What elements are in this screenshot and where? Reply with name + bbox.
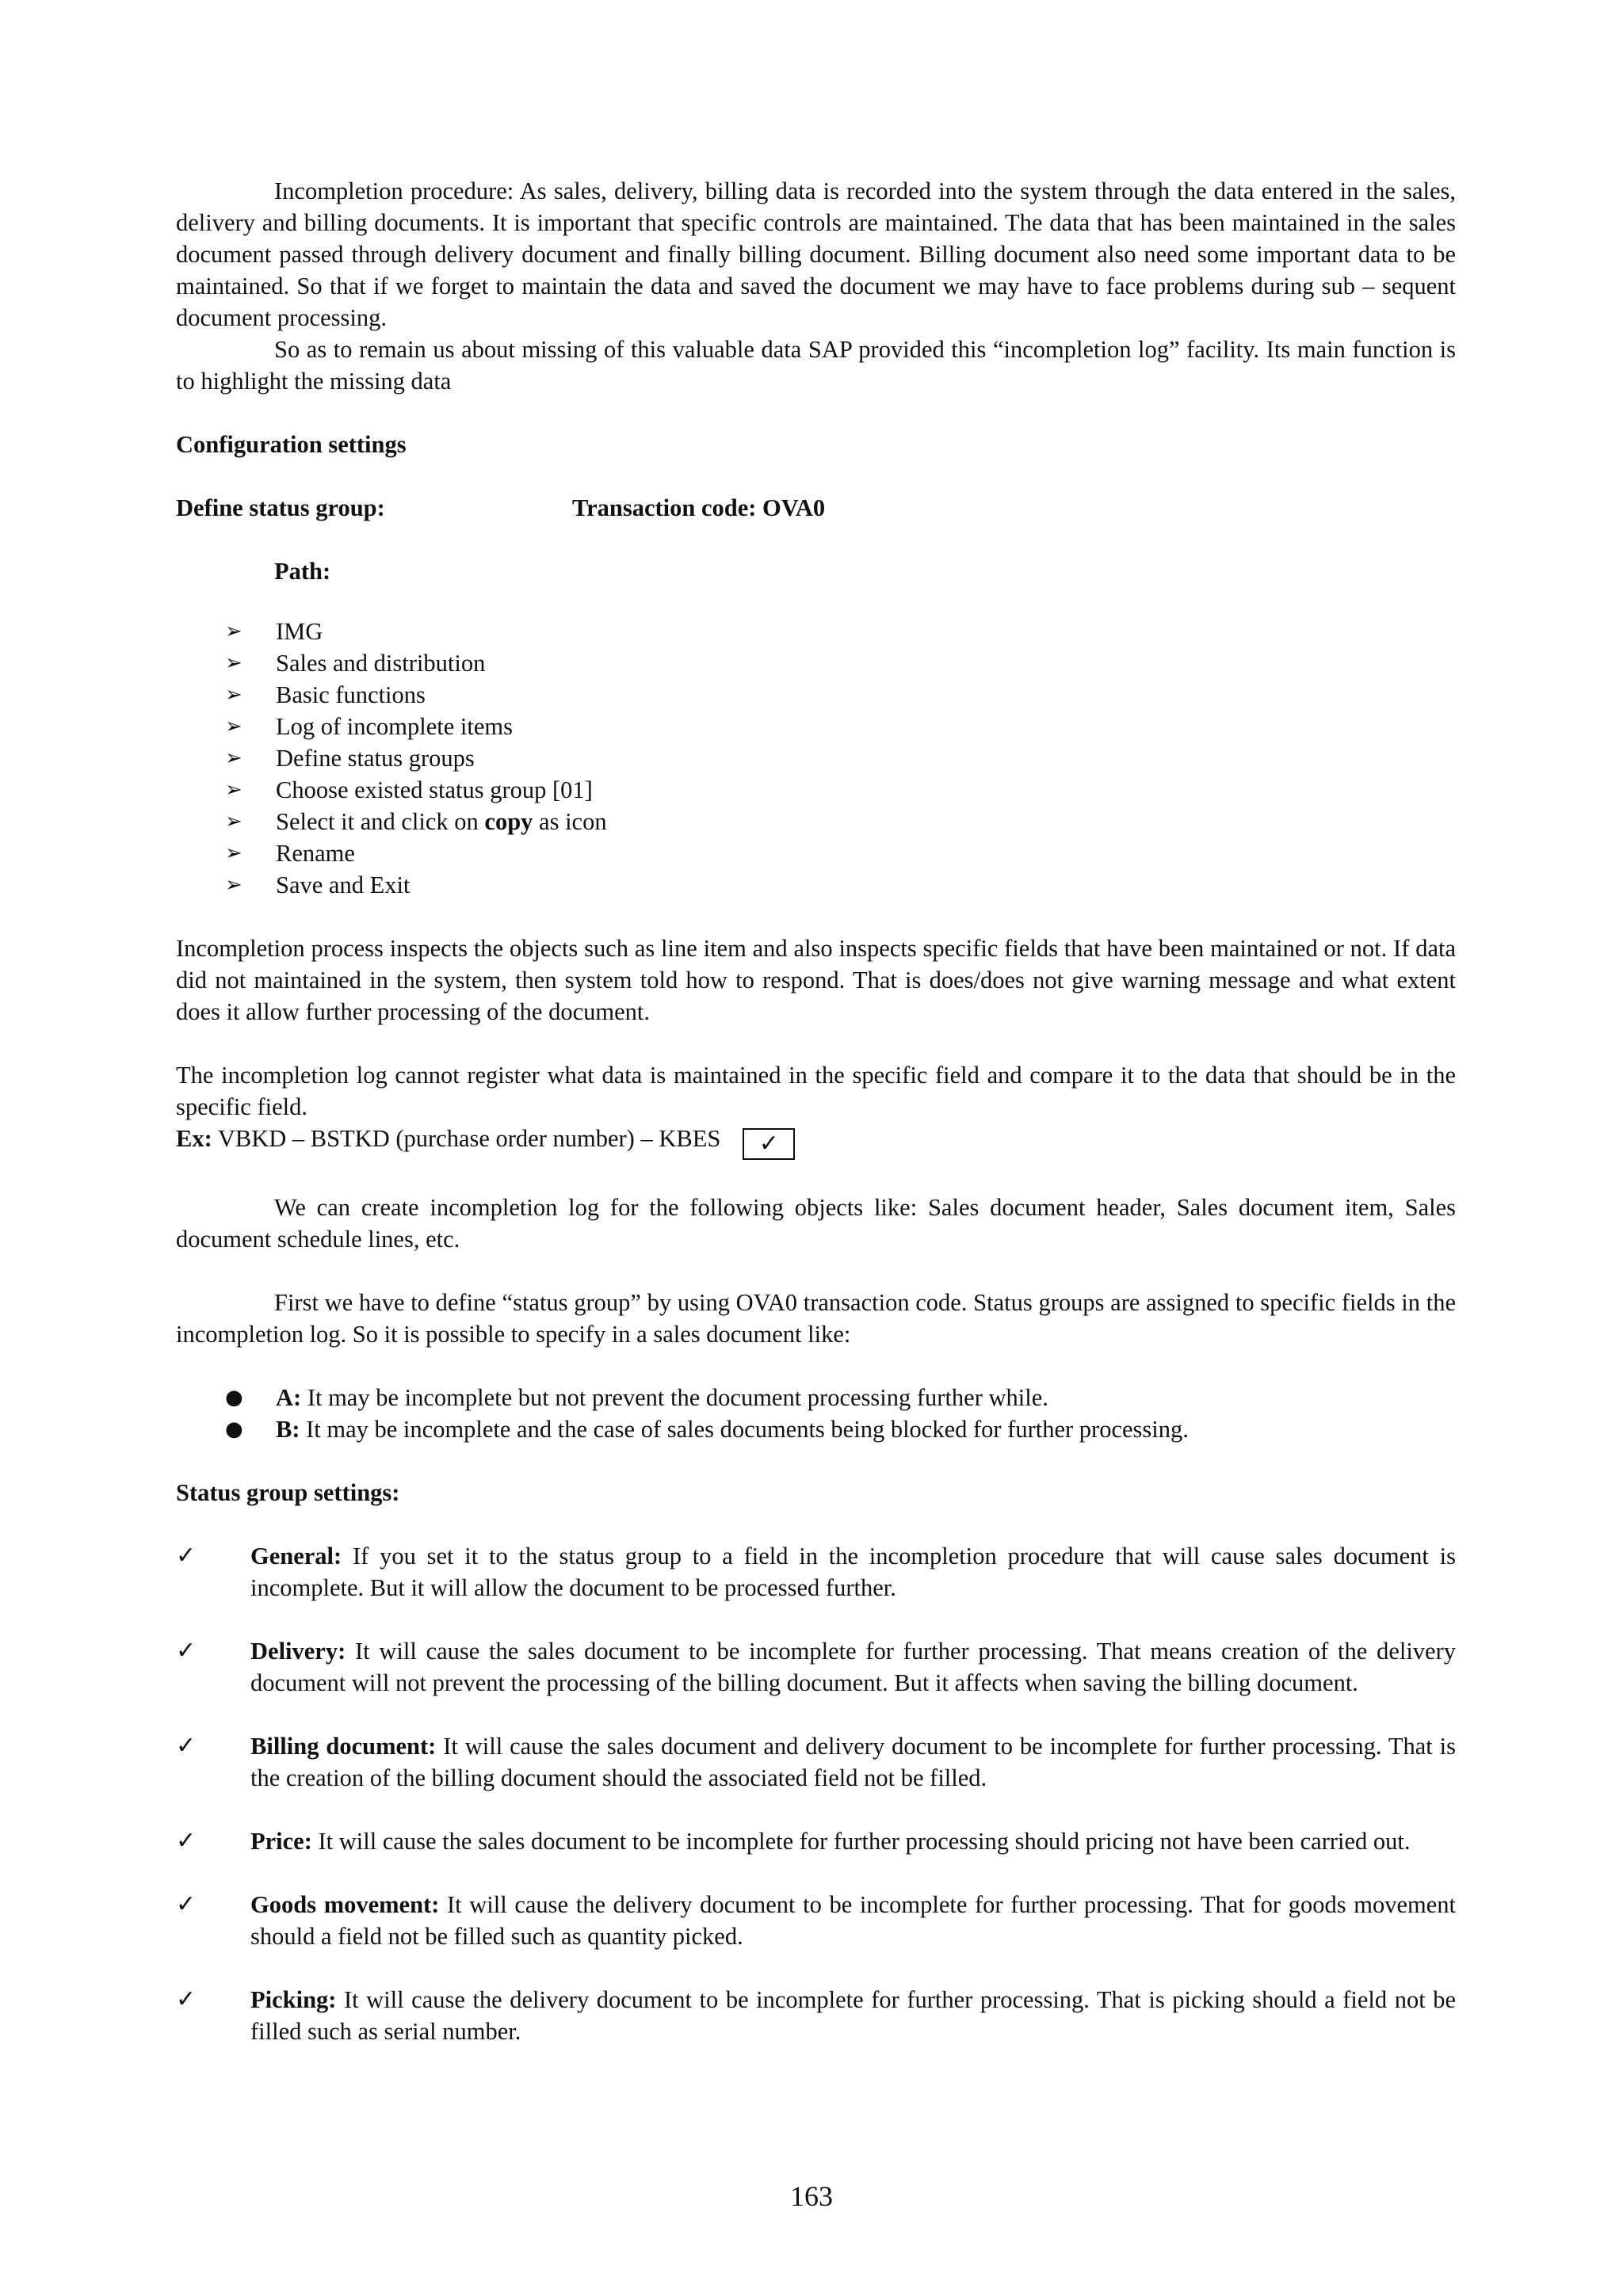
path-item: ➢ Save and Exit xyxy=(176,869,1456,901)
page-number: 163 xyxy=(790,2180,833,2212)
check-icon: ✓ xyxy=(176,1890,197,1918)
path-item: ➢ Select it and click on copy as icon xyxy=(176,806,1456,837)
path-item: ➢ Log of incomplete items xyxy=(176,711,1456,742)
path-item: ➢ Choose existed status group [01] xyxy=(176,774,1456,806)
example-line xyxy=(176,1123,1456,1160)
arrow-bullet-icon: ➢ xyxy=(225,620,242,643)
transaction-code: Transaction code: OVA0 xyxy=(572,494,826,521)
option-item: ● A: It may be incomplete but not prevent the document processing further while. xyxy=(176,1382,1456,1413)
path-list xyxy=(176,616,1456,901)
check-icon: ✓ xyxy=(176,1732,197,1760)
define-paragraph: First we have to define “status group” by using OVA0 transaction code. Status groups are assigned to specific fields in the incompletion log. So it is possible to specify in a sales document like: xyxy=(176,1289,1456,1348)
settings-heading: Status group settings: xyxy=(176,1479,400,1506)
intro-paragraph-1: Incompletion procedure: As sales, delivery, billing data is recorded into the system through the data entered in the sales, delivery and billing documents. It is important that specific controls are maintained. The data that has been maintained in the sales document passed through delivery document and finally billing document. Billing document also need some important data to be maintained. So that if we forget to maintain the data and saved the document we may have to face problems during sub – sequent document processing. xyxy=(176,177,1456,331)
objects-paragraph: We can create incompletion log for the following objects like: Sales document header, Sales document item, Sales document schedule lines, etc. xyxy=(176,1194,1456,1253)
setting-item: ✓ General: If you set it to the status group to a field in the incompletion procedure that will cause sales document is incomplete. But it will allow the document to be processed further. xyxy=(176,1540,1456,1604)
config-heading: Configuration settings xyxy=(176,431,407,458)
path-item: ➢ Rename xyxy=(176,837,1456,869)
arrow-bullet-icon: ➢ xyxy=(225,810,242,833)
check-icon: ✓ xyxy=(176,1542,197,1569)
arrow-bullet-icon: ➢ xyxy=(225,841,242,865)
arrow-bullet-icon: ➢ xyxy=(225,873,242,897)
example-label: Ex: xyxy=(176,1125,212,1152)
path-item: ➢ IMG xyxy=(176,616,1456,647)
setting-item: ✓ Delivery: It will cause the sales document to be incomplete for further processing. That means creation of the delivery document will not prevent the processing of the billing document. But it affects when saving the billing document. xyxy=(176,1635,1456,1699)
path-item: ➢ Basic functions xyxy=(176,679,1456,711)
option-item: ● B: It may be incomplete and the case of sales documents being blocked for further processing. xyxy=(176,1413,1456,1445)
status-group-label: Define status group: xyxy=(176,494,385,521)
path-title: Path: xyxy=(274,558,331,585)
arrow-bullet-icon: ➢ xyxy=(225,778,242,802)
check-icon: ✓ xyxy=(176,1985,197,2013)
path-item: ➢ Define status groups xyxy=(176,742,1456,774)
dot-bullet-icon: ● xyxy=(225,1417,243,1441)
setting-item: ✓ Price: It will cause the sales document to be incomplete for further processing should pricing not have been carried out. xyxy=(176,1825,1456,1857)
process-paragraph: Incompletion process inspects the objects such as line item and also inspects specific fields that have been maintained or not. If data did not maintained in the system, then system told how to respond. That is does/does not give warning message and what extent does it allow further processing of the document. xyxy=(176,935,1456,1025)
intro-paragraph-2: So as to remain us about missing of this valuable data SAP provided this “incompletion log” facility. Its main function is to highlight the missing data xyxy=(176,336,1456,395)
options-list xyxy=(176,1382,1456,1445)
arrow-bullet-icon: ➢ xyxy=(225,746,242,770)
log-paragraph: The incompletion log cannot register what data is maintained in the specific field and compare it to the data that should be in the specific field. xyxy=(176,1062,1456,1120)
example-text: VBKD – BSTKD (purchase order number) – KBES xyxy=(212,1125,721,1152)
arrow-bullet-icon: ➢ xyxy=(225,651,242,675)
status-group-row xyxy=(176,492,1456,524)
dot-bullet-icon: ● xyxy=(225,1386,243,1409)
check-icon: ✓ xyxy=(176,1637,197,1665)
arrow-bullet-icon: ➢ xyxy=(225,683,242,707)
setting-item: ✓ Picking: It will cause the delivery document to be incomplete for further processing. That is picking should a field not be filled such as serial number. xyxy=(176,1984,1456,2047)
document-page xyxy=(176,175,1456,2079)
path-item: ➢ Sales and distribution xyxy=(176,647,1456,679)
setting-item: ✓ Billing document: It will cause the sales document and delivery document to be incomplete for further processing. That is the creation of the billing document should the associated field not be filled. xyxy=(176,1730,1456,1794)
arrow-bullet-icon: ➢ xyxy=(225,715,242,738)
setting-item: ✓ Goods movement: It will cause the delivery document to be incomplete for further processing. That for goods movement should a field not be filled such as quantity picked. xyxy=(176,1889,1456,1952)
check-icon: ✓ xyxy=(176,1827,197,1855)
checkmark-box-icon: ✓ xyxy=(743,1128,795,1160)
settings-list xyxy=(176,1540,1456,2047)
